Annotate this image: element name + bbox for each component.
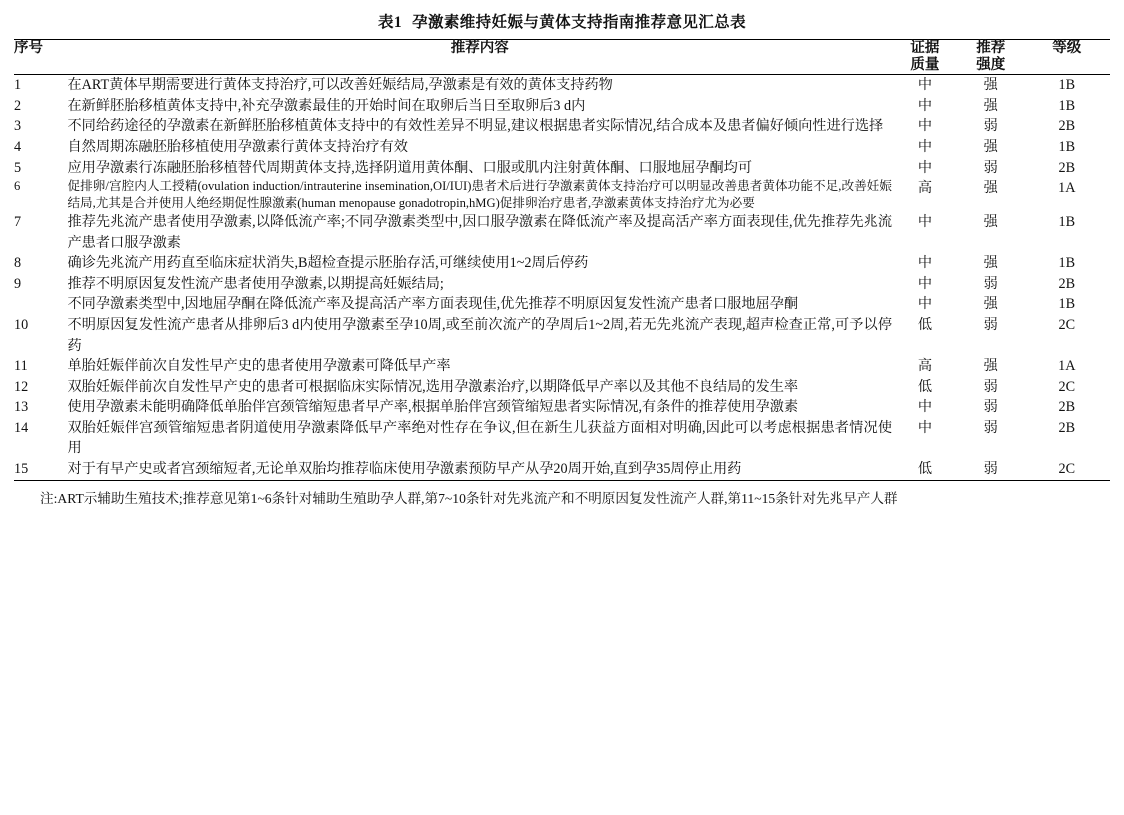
row-recommendation-strength: 弱 <box>983 275 998 292</box>
row-grade: 1A <box>1058 358 1076 375</box>
table-row <box>14 315 1110 356</box>
row-number: 4 <box>14 139 22 155</box>
row-evidence-quality: 中 <box>917 399 933 416</box>
row-recommendation-strength: 弱 <box>958 459 1024 480</box>
table-row <box>14 116 1110 137</box>
row-evidence-quality: 中 <box>917 419 933 436</box>
row-evidence-quality: 中 <box>917 255 933 272</box>
recommendation-strength-line1: 推荐 <box>976 40 1006 56</box>
row-content: 在新鲜胚胎移植黄体支持中,补充孕激素最佳的开始时间在取卵后当日至取卵后3 d内 <box>67 97 586 114</box>
row-recommendation-strength: 强 <box>983 139 998 155</box>
row-grade: 1B <box>1058 255 1076 272</box>
row-content: 在ART黄体早期需要进行黄体支持治疗,可以改善妊娠结局,孕激素是有效的黄体支持药物 <box>67 77 613 94</box>
row-number: 13 <box>14 399 29 416</box>
row-grade: 2B <box>1058 159 1076 176</box>
row-evidence-quality: 中 <box>917 159 933 176</box>
table-row <box>14 274 1110 295</box>
row-content: 不明原因复发性流产患者从排卵后3 d内使用孕激素至孕10周,或至前次流产的孕周后1~2周,若无先兆流产表现,超声检查正常,可予以停药 <box>67 316 893 354</box>
table-row <box>14 75 1110 96</box>
row-evidence-quality: 低 <box>917 378 933 395</box>
row-grade: 1B <box>1058 97 1076 114</box>
row-evidence-quality: 低 <box>917 316 933 333</box>
row-number: 1 <box>14 77 22 94</box>
row-grade: 2C <box>1058 378 1076 395</box>
row-number: 9 <box>14 275 22 292</box>
row-content: 双胎妊娠伴宫颈管缩短患者阴道使用孕激素降低早产率绝对性存在争议,但在新生儿获益方面相对明确,因此可以考虑根据患者情况使用 <box>67 419 893 457</box>
table-row <box>14 137 1110 158</box>
row-number: 14 <box>14 419 29 436</box>
table-title: 孕激素维持妊娠与黄体支持指南推荐意见汇总表 <box>412 14 746 31</box>
row-content: 应用孕激素行冻融胚胎移植替代周期黄体支持,选择阴道用黄体酮、口服或肌内注射黄体酮、口服地屈孕酮均可 <box>67 159 753 176</box>
table-row <box>14 294 1110 315</box>
table-header-row <box>14 40 1110 75</box>
row-content: 自然周期冻融胚胎移植使用孕激素行黄体支持治疗有效 <box>67 139 408 155</box>
row-recommendation-strength: 强 <box>983 97 998 114</box>
row-grade: 2B <box>1058 118 1076 135</box>
recommendation-strength-line2: 强度 <box>976 57 1006 74</box>
row-recommendation-strength: 强 <box>983 180 998 197</box>
table-row <box>14 178 1110 212</box>
row-grade: 1B <box>1058 77 1076 94</box>
row-evidence-quality: 中 <box>917 77 933 94</box>
recommendations-table <box>14 39 1110 481</box>
row-number <box>14 294 67 315</box>
table-note <box>14 489 1110 509</box>
row-evidence-quality: 低 <box>892 459 958 480</box>
row-recommendation-strength: 强 <box>983 296 998 313</box>
table-note-text: ART示辅助生殖技术;推荐意见第1~6条针对辅助生殖助孕人群,第7~10条针对先兆流产和不明原因复发性流产人群,第11~15条针对先兆早产人群 <box>57 490 898 506</box>
row-grade: 2C <box>1024 459 1110 480</box>
row-grade: 2C <box>1058 316 1076 333</box>
row-content: 推荐不明原因复发性流产患者使用孕激素,以期提高妊娠结局; <box>67 275 444 292</box>
row-grade: 1B <box>1058 139 1076 155</box>
row-grade: 2B <box>1058 399 1076 416</box>
row-content: 确诊先兆流产用药直至临床症状消失,B超检查提示胚胎存活,可继续使用1~2周后停药 <box>67 255 589 272</box>
row-evidence-quality: 中 <box>917 213 933 230</box>
row-recommendation-strength: 弱 <box>983 399 998 416</box>
row-number: 10 <box>14 316 29 333</box>
table-row <box>14 212 1110 253</box>
row-grade: 2B <box>1058 275 1076 292</box>
row-number: 12 <box>14 378 29 395</box>
row-content: 使用孕激素未能明确降低单胎伴宫颈管缩短患者早产率,根据单胎伴宫颈管缩短患者实际情况,有条件的推荐使用孕激素 <box>67 399 799 416</box>
row-content: 单胎妊娠伴前次自发性早产史的患者使用孕激素可降低早产率 <box>67 358 451 375</box>
row-evidence-quality: 中 <box>917 296 933 313</box>
row-recommendation-strength: 弱 <box>983 378 998 395</box>
evidence-quality-line2: 质量 <box>910 57 940 74</box>
row-evidence-quality: 高 <box>917 358 933 375</box>
row-number: 8 <box>14 255 22 272</box>
row-recommendation-strength: 弱 <box>983 316 998 333</box>
table-body <box>14 75 1110 480</box>
row-number: 15 <box>14 459 67 480</box>
row-number: 3 <box>14 118 22 135</box>
table-row <box>14 158 1110 179</box>
row-content: 促排卵/宫腔内人工授精(ovulation induction/intrauterine insemination,OI/IUI)患者术后进行孕激素黄体支持治疗可以明显改善患者黄体功能不足,改善妊娠结局,尤其是合并使用人绝经期促性腺激素(human menopause gonadotropin,hMG)促排卵治疗患者,孕激素黄体支持治疗尤为必要 <box>67 179 893 211</box>
row-number: 6 <box>14 179 21 194</box>
column-header-grade: 等级 <box>1024 40 1110 75</box>
row-number: 11 <box>14 358 28 375</box>
table-caption <box>14 10 1110 32</box>
table-row <box>14 377 1110 398</box>
table-row <box>14 253 1110 274</box>
evidence-quality-line1: 证据 <box>910 40 940 56</box>
table-row <box>14 418 1110 459</box>
table-note-prefix: 注: <box>40 490 58 506</box>
row-number: 5 <box>14 159 22 176</box>
row-grade: 1B <box>1058 296 1076 313</box>
row-number: 7 <box>14 213 22 230</box>
row-evidence-quality: 中 <box>917 139 933 155</box>
row-content: 双胎妊娠伴前次自发性早产史的患者可根据临床实际情况,选用孕激素治疗,以期降低早产率以及其他不良结局的发生率 <box>67 378 799 395</box>
row-recommendation-strength: 强 <box>983 213 998 230</box>
row-recommendation-strength: 弱 <box>983 159 998 176</box>
row-content: 不同孕激素类型中,因地屈孕酮在降低流产率及提高活产率方面表现佳,优先推荐不明原因复发性流产患者口服地屈孕酮 <box>67 296 799 313</box>
row-evidence-quality: 中 <box>917 275 933 292</box>
table-header <box>14 40 1110 75</box>
column-header-content: 推荐内容 <box>67 40 892 75</box>
column-header-evidence-quality <box>892 40 958 75</box>
table-row <box>14 397 1110 418</box>
row-grade: 1B <box>1058 213 1076 230</box>
row-recommendation-strength: 弱 <box>983 118 998 135</box>
row-recommendation-strength: 强 <box>983 255 998 272</box>
row-recommendation-strength: 强 <box>983 358 998 375</box>
table-row <box>14 96 1110 117</box>
row-grade: 1A <box>1058 180 1076 197</box>
row-recommendation-strength: 强 <box>983 77 998 94</box>
column-header-no: 序号 <box>14 40 67 75</box>
row-grade: 2B <box>1058 419 1076 436</box>
column-header-recommendation-strength <box>958 40 1024 75</box>
row-evidence-quality: 高 <box>917 180 933 197</box>
table-row <box>14 356 1110 377</box>
row-recommendation-strength: 弱 <box>983 419 998 436</box>
row-number: 2 <box>14 97 22 114</box>
row-content: 推荐先兆流产患者使用孕激素,以降低流产率;不同孕激素类型中,因口服孕激素在降低流产率及提高活产率方面表现佳,优先推荐先兆流产患者口服孕激素 <box>67 213 893 251</box>
table-row <box>14 459 1110 480</box>
row-evidence-quality: 中 <box>917 118 933 135</box>
row-evidence-quality: 中 <box>917 97 933 114</box>
row-content: 不同给药途径的孕激素在新鲜胚胎移植黄体支持中的有效性差异不明显,建议根据患者实际情况,结合成本及患者偏好倾向性进行选择 <box>67 118 884 135</box>
row-content: 对于有早产史或者宫颈缩短者,无论单双胎均推荐临床使用孕激素预防早产从孕20周开始,直到孕35周停止用药 <box>67 459 892 480</box>
table-number: 表1 <box>378 14 403 31</box>
